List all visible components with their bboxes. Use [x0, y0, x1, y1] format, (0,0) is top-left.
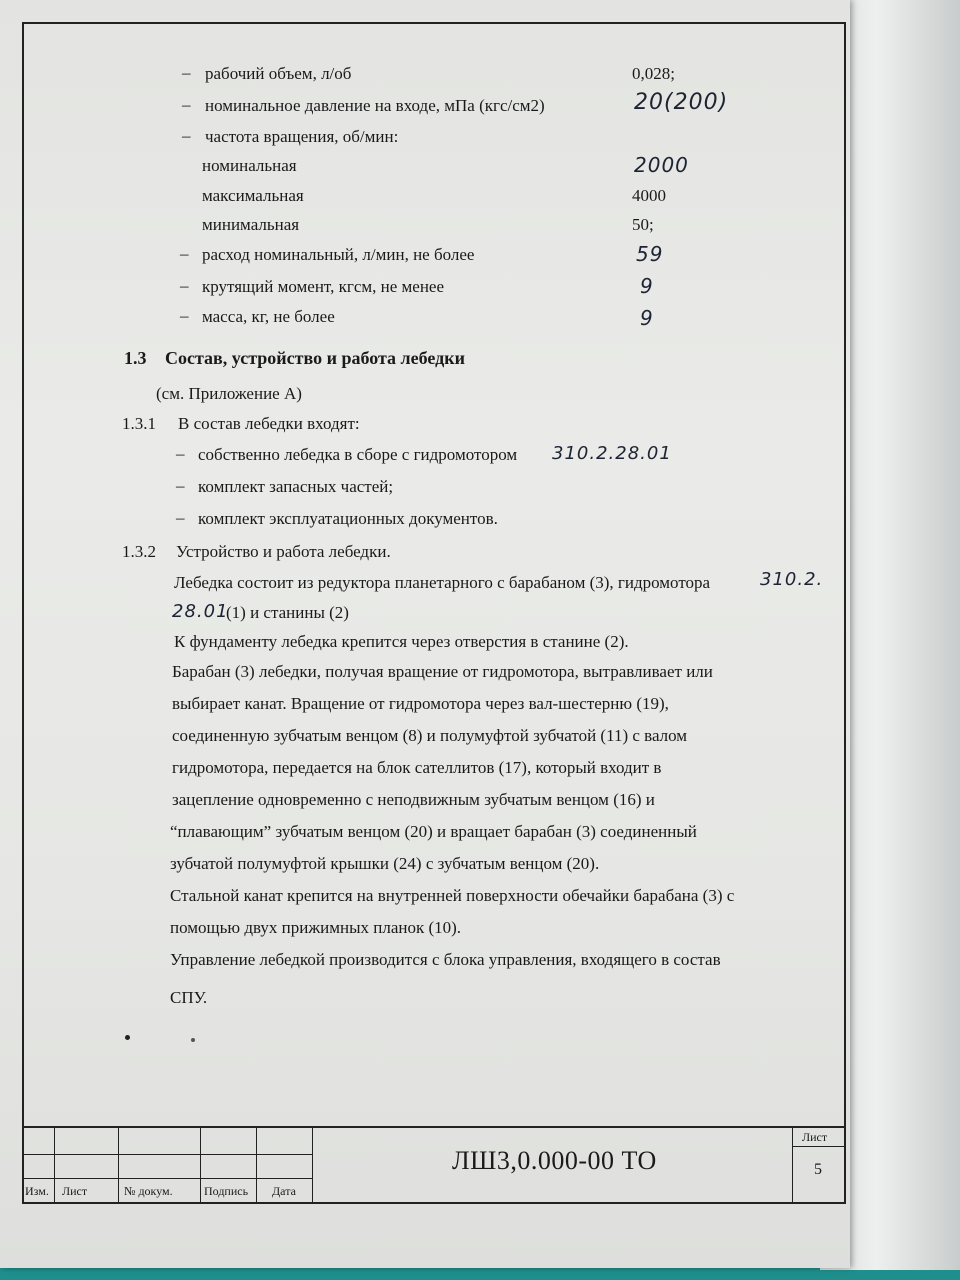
- body-line: К фундаменту лебедка крепится через отверстия в станине (2).: [174, 632, 629, 651]
- bullet-dash: –: [176, 476, 185, 495]
- body-line: Барабан (3) лебедки, получая вращение от гидромотора, вытравливает или: [172, 662, 713, 681]
- sheet-number: 5: [814, 1161, 822, 1178]
- body-line: Лебедка состоит из редуктора планетарного с барабаном (3), гидромотора: [174, 573, 711, 592]
- body-line: Стальной канат крепится на внутренней поверхности обечайки барабана (3) с: [170, 886, 735, 905]
- bullet-dash: –: [176, 444, 185, 463]
- handwritten-value: 28.01: [172, 601, 229, 622]
- bullet-dash: –: [180, 244, 189, 263]
- subsection-title: Устройство и работа лебедки.: [176, 542, 391, 561]
- stamp-izm: Изм.: [25, 1184, 49, 1198]
- section-number: 1.3: [124, 348, 147, 368]
- subsection-number: 1.3.1: [122, 414, 156, 433]
- spec-value: 0,028;: [632, 64, 675, 83]
- body-line: гидромотора, передается на блок сателлитов (17), который входит в: [172, 758, 662, 777]
- body-line: СПУ.: [170, 988, 208, 1007]
- spec-label: номинальное давление на входе, мПа (кгс/см2): [205, 96, 545, 115]
- list-item: собственно лебедка в сборе с гидромотором: [198, 445, 518, 464]
- spec-value: 4000: [632, 186, 666, 205]
- bullet-dash: –: [180, 276, 189, 295]
- body-line: Управление лебедкой производится с блока управления, входящего в состав: [170, 950, 721, 969]
- section-reference: (см. Приложение А): [156, 384, 302, 403]
- body-line: выбирает канат. Вращение от гидромотора через вал-шестерню (19),: [172, 694, 669, 713]
- subsection-title: В состав лебедки входят:: [178, 414, 360, 433]
- document-code: ЛШ3,0.000-00 ТО: [452, 1146, 657, 1175]
- body-line: (1) и станины (2): [226, 603, 349, 622]
- stamp-doc-number: № докум.: [124, 1184, 173, 1198]
- bullet-dash: –: [180, 306, 189, 325]
- body-line: помощью двух прижимных планок (10).: [170, 918, 462, 937]
- spec-label: расход номинальный, л/мин, не более: [202, 245, 475, 264]
- stamp-list: Лист: [62, 1184, 88, 1198]
- bullet-dash: –: [182, 63, 191, 82]
- stamp-date: Дата: [272, 1184, 296, 1198]
- body-line: зацепление одновременно с неподвижным зубчатым венцом (16) и: [172, 790, 655, 809]
- bullet-dash: –: [182, 126, 191, 145]
- spec-label: частота вращения, об/мин:: [205, 127, 399, 146]
- stamp-sheet-label: Лист: [802, 1130, 828, 1144]
- ink-speck: [125, 1035, 130, 1040]
- bullet-dash: –: [176, 508, 185, 527]
- body-line: соединенную зубчатым венцом (8) и полумуфтой зубчатой (11) с валом: [172, 726, 688, 745]
- spec-label: максимальная: [202, 186, 304, 205]
- handwritten-value: 2000: [634, 153, 689, 177]
- handwritten-value: 310.2.28.01: [552, 443, 672, 464]
- title-block: [22, 1126, 844, 1204]
- spec-label: крутящий момент, кгсм, не менее: [202, 277, 445, 296]
- spec-label: масса, кг, не более: [202, 307, 335, 326]
- subsection-number: 1.3.2: [122, 542, 156, 561]
- body-line: “плавающим” зубчатым венцом (20) и вращает барабан (3) соединенный: [170, 822, 697, 841]
- stamp-signature: Подпись: [204, 1184, 249, 1198]
- bullet-dash: –: [182, 95, 191, 114]
- list-item: комплект эксплуатационных документов.: [198, 509, 498, 528]
- handwritten-value: 59: [636, 242, 664, 266]
- ink-speck: [191, 1038, 195, 1042]
- page-frame: [22, 22, 846, 1204]
- handwritten-value: 9: [640, 274, 654, 298]
- body-line: зубчатой полумуфтой крышки (24) с зубчатым венцом (20).: [170, 854, 600, 873]
- spec-label: номинальная: [202, 156, 297, 175]
- list-item: комплект запасных частей;: [198, 477, 394, 496]
- handwritten-value: 310.2.: [760, 569, 824, 590]
- section-title: Состав, устройство и работа лебедки: [165, 348, 465, 368]
- handwritten-value: 20(200): [634, 90, 729, 115]
- spec-label: минимальная: [202, 215, 300, 234]
- spec-value: 50;: [632, 215, 654, 234]
- spec-label: рабочий объем, л/об: [205, 64, 352, 83]
- handwritten-value: 9: [640, 306, 654, 330]
